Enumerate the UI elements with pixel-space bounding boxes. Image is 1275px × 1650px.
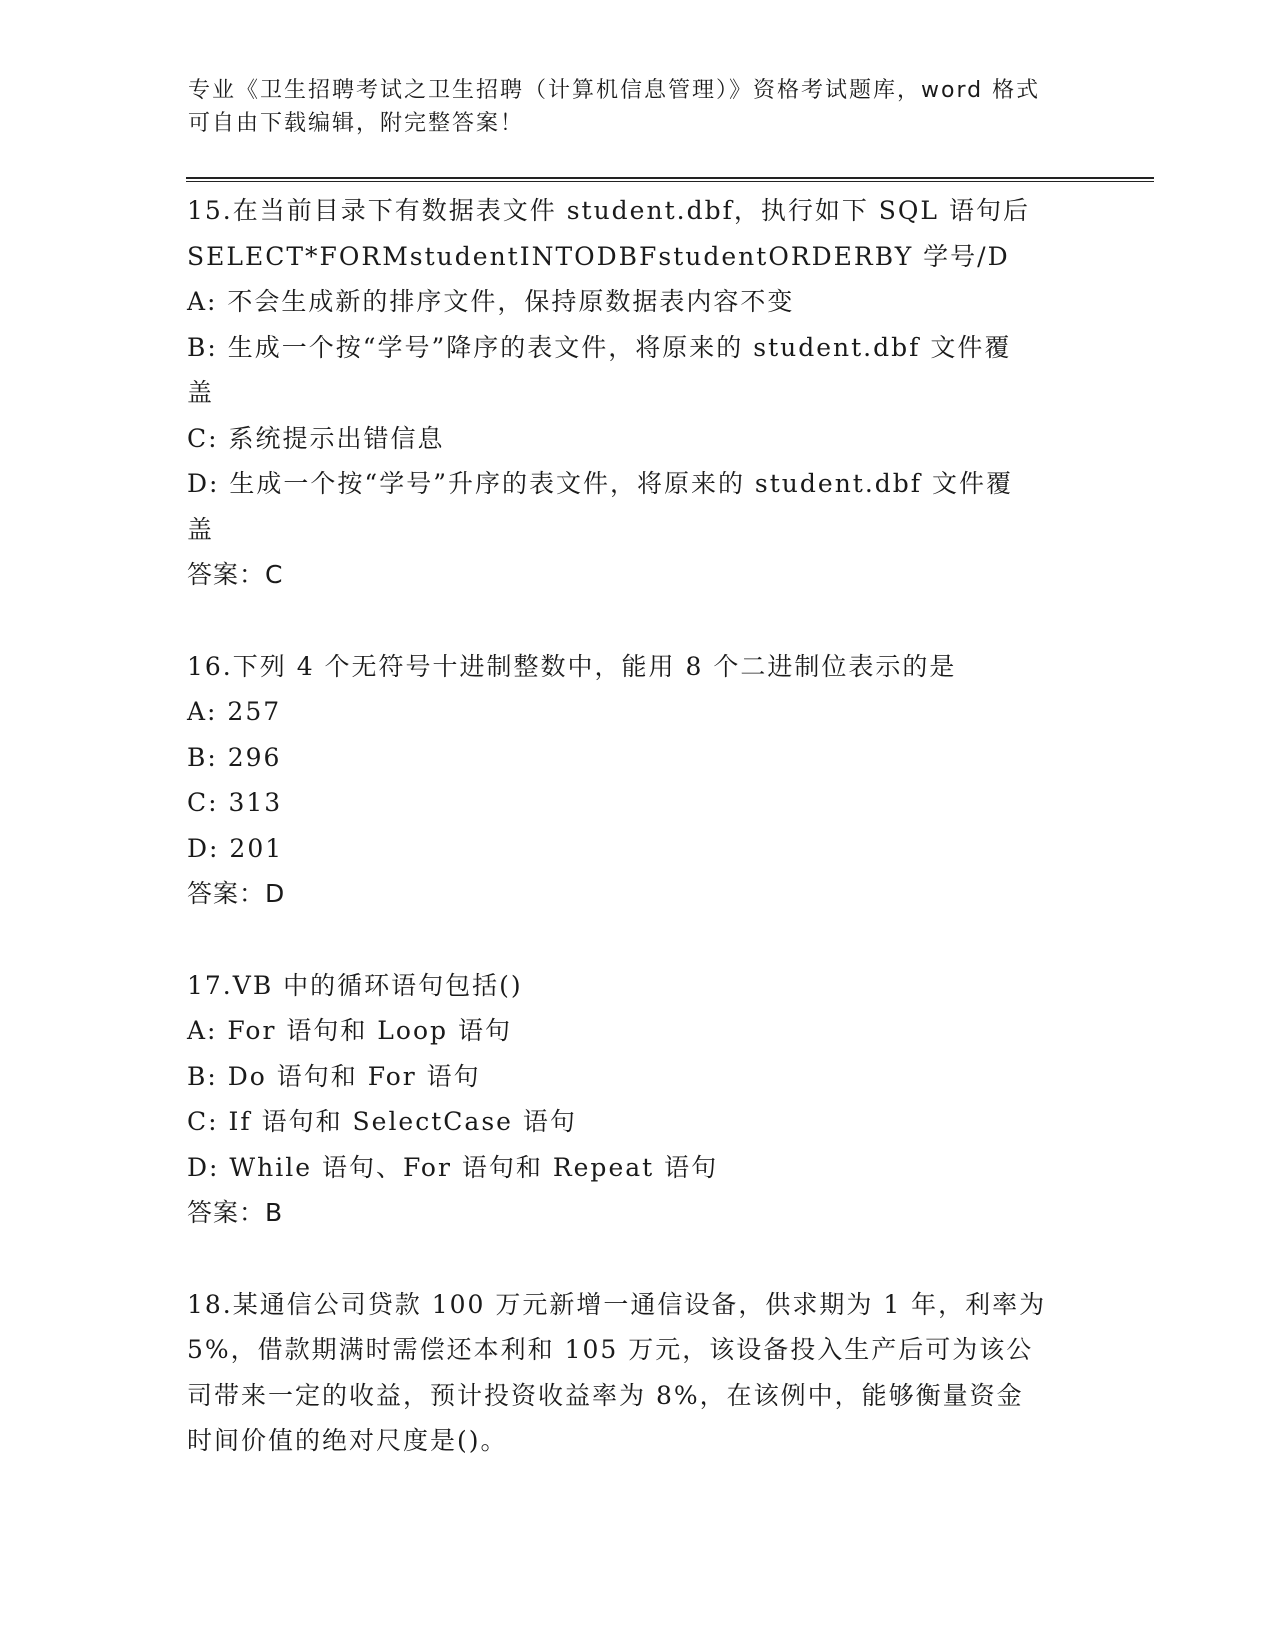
answer-label: 答案：C: [187, 560, 284, 589]
option-a: A: 不会生成新的排序文件，保持原数据表内容不变: [187, 287, 795, 316]
option-c: C: If 语句和 SelectCase 语句: [187, 1107, 577, 1136]
question-15: [187, 188, 1087, 598]
option-a: A: For 语句和 Loop 语句: [187, 1016, 512, 1045]
question-18: [187, 1282, 1087, 1464]
answer-label: 答案：B: [187, 1198, 284, 1227]
answer-label: 答案：D: [187, 879, 286, 908]
document-header: [188, 74, 1088, 140]
option-c: C: 系统提示出错信息: [187, 423, 445, 453]
option-b: B: 296: [187, 742, 282, 772]
header-divider-thin: [186, 181, 1154, 182]
option-b: B: Do 语句和 For 语句: [187, 1061, 481, 1091]
option-c: C: 313: [187, 788, 283, 817]
question-stem-continued: SELECT*FORMstudentINTODBFstudentORDERBY 学号/D: [187, 241, 1010, 271]
question-stem: 17.VB 中的循环语句包括(): [187, 970, 523, 1000]
header-line-2: 可自由下载编辑，附完整答案！: [188, 111, 525, 136]
question-stem: 18.某通信公司贷款 100 万元新增一通信设备，供求期为 1 年，利率为: [187, 1289, 1047, 1319]
question-stem-continued: 司带来一定的收益，预计投资收益率为 8%，在该例中，能够衡量资金: [187, 1380, 1024, 1410]
option-d: D: 201: [187, 833, 284, 863]
option-a: A: 257: [187, 697, 282, 726]
question-stem: 15.在当前目录下有数据表文件 student.dbf，执行如下 SQL 语句后: [187, 196, 1030, 225]
option-d-continued: 盖: [187, 514, 215, 544]
question-list: [187, 188, 1087, 1510]
option-b: B: 生成一个按“学号”降序的表文件，将原来的 student.dbf 文件覆: [187, 332, 1012, 362]
question-17: [187, 963, 1087, 1236]
question-stem: 16.下列 4 个无符号十进制整数中，能用 8 个二进制位表示的是: [187, 651, 957, 681]
header-divider: [186, 177, 1154, 179]
option-d: D: While 语句、For 语句和 Repeat 语句: [187, 1152, 719, 1182]
header-line-1: 专业《卫生招聘考试之卫生招聘（计算机信息管理）》资格考试题库，word 格式: [188, 78, 1041, 103]
question-stem-continued: 5%，借款期满时需偿还本利和 105 万元，该设备投入生产后可为该公: [187, 1335, 1034, 1364]
question-16: [187, 644, 1087, 917]
option-b-continued: 盖: [187, 378, 215, 407]
option-d: D: 生成一个按“学号”升序的表文件，将原来的 student.dbf 文件覆: [187, 469, 1013, 498]
question-stem-continued: 时间价值的绝对尺度是()。: [187, 1426, 508, 1455]
